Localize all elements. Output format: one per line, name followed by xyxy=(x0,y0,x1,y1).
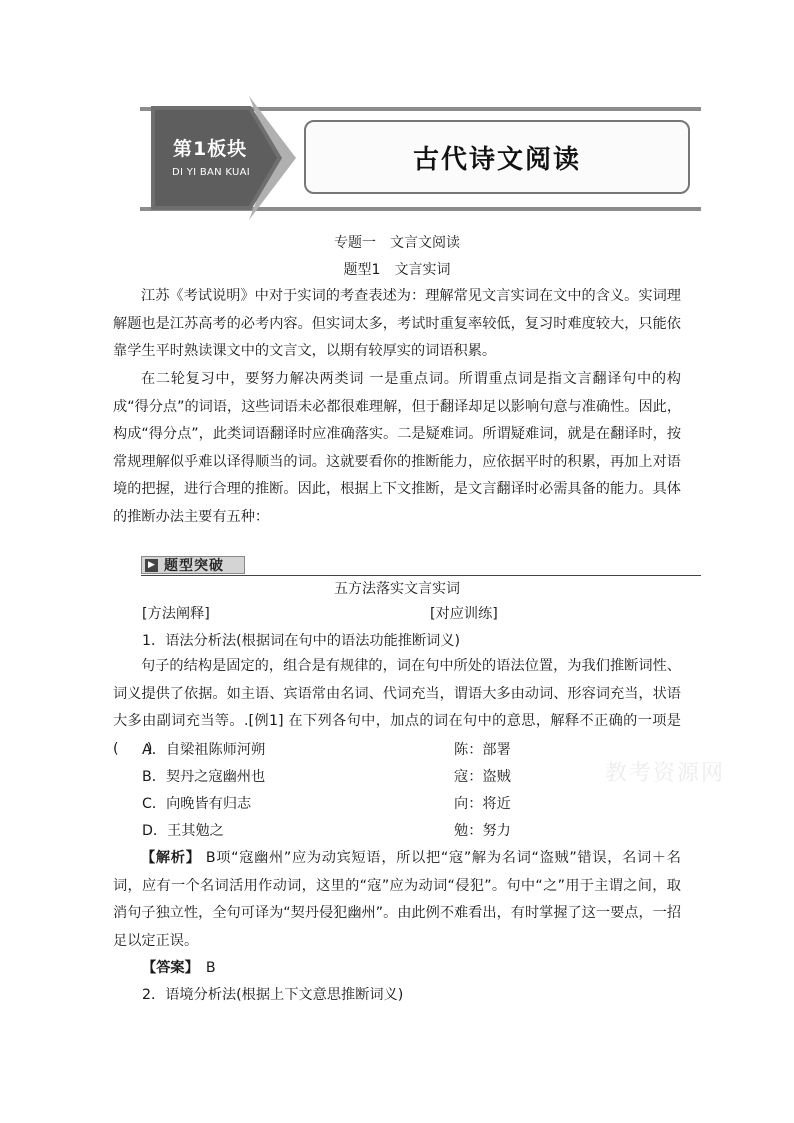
type-heading: 题型1 文言实词 xyxy=(343,262,451,278)
answer-label: 【答案】 xyxy=(142,960,192,976)
option-c-gloss: 向：将近 xyxy=(454,796,511,812)
column-label-method: [方法阐释] xyxy=(142,606,210,622)
chapter-badge xyxy=(151,96,296,220)
chapter-banner xyxy=(140,94,701,222)
topic-heading: 专题一 文言文阅读 xyxy=(334,235,460,251)
badge-subtitle: DI YI BAN KUAI xyxy=(172,167,251,178)
answer-line xyxy=(142,958,216,978)
page-title: 古代诗文阅读 xyxy=(412,144,581,175)
section-title: 五方法落实文言实词 xyxy=(334,581,460,597)
option-c-sentence: C．向晚皆有归志 xyxy=(142,796,252,812)
section-bar xyxy=(141,556,701,576)
method-1-heading: 1．语法分析法(根据词在句中的语法功能推断词义) xyxy=(142,633,461,649)
option-a-sentence: A．自梁祖陈师河朔 xyxy=(142,742,266,758)
option-a-gloss: 陈：部署 xyxy=(454,742,511,758)
column-label-training: [对应训练] xyxy=(430,606,498,622)
badge-title: 第1板块 xyxy=(173,138,248,160)
option-b-gloss: 寇：盗贼 xyxy=(454,769,511,785)
section-tag-label: 题型突破 xyxy=(164,558,224,574)
method-1-body: 句子的结构是固定的，组合是有规律的，词在句中所处的语法位置，为我们推断词性、词义提供了依据。如主语、宾语常由名词、代词充当，谓语大多由动词、形容词充当，状语大多由副词充当等。.[例1] 在下列各句中，加点的词在句中的意思，解释不正确的一项是( ) xyxy=(113,658,681,757)
watermark: 教考资源网 xyxy=(605,761,726,786)
intro-paragraph-1: 江苏《考试说明》中对于实词的考查表述为：理解常见文言实词在文中的含义。实词理解题也是江苏高考的必考内容。但实词太多，考试时重复率较低，复习时难度较大，只能依靠学生平时熟读课文中的文言文，以期有较厚实的词语积累。 xyxy=(113,288,681,359)
analysis-label: 【解析】 xyxy=(141,850,201,866)
analysis-text: B项“寇幽州”应为动宾短语，所以把“寇”解为名词“盗贼”错误，名词＋名词，应有一个名词活用作动词，这里的“寇”应为动词“侵犯”。句中“之”用于主谓之间，取消句子独立性，全句可译为“契丹侵犯幽州”。由此例不难看出，有时掌握了这一要点，一招足以定正误。 xyxy=(113,850,682,949)
option-b-sentence: B．契丹之寇幽州也 xyxy=(142,769,266,785)
option-d-sentence: D．王其勉之 xyxy=(142,823,224,839)
option-d-gloss: 勉：努力 xyxy=(454,823,511,839)
section-rule xyxy=(141,575,701,576)
answer-value: B xyxy=(205,960,216,976)
method-2-heading: 2．语境分析法(根据上下文意思推断词义) xyxy=(142,987,404,1003)
analysis-paragraph xyxy=(113,845,681,955)
intro-paragraph-2: 在二轮复习中，要努力解决两类词 一是重点词。所谓重点词是指文言翻译句中的构成“得分点”的词语，这些词语未必都很难理解，但于翻译却足以影响句意与准确性。因此，构成“得分点”，此类词语翻译时应准确落实。二是疑难词。所谓疑难词，就是在翻译时，按常规理解似乎难以译得顺当的词。这就要看你的推断能力，应依据平时的积累，再加上对语境的把握，进行合理的推断。因此，根据上下文推断，是文言翻译时必需具备的能力。具体的推断办法主要有五种： xyxy=(113,371,682,525)
arrow-right-icon: ▶ xyxy=(145,559,158,572)
section-tag xyxy=(141,556,245,574)
